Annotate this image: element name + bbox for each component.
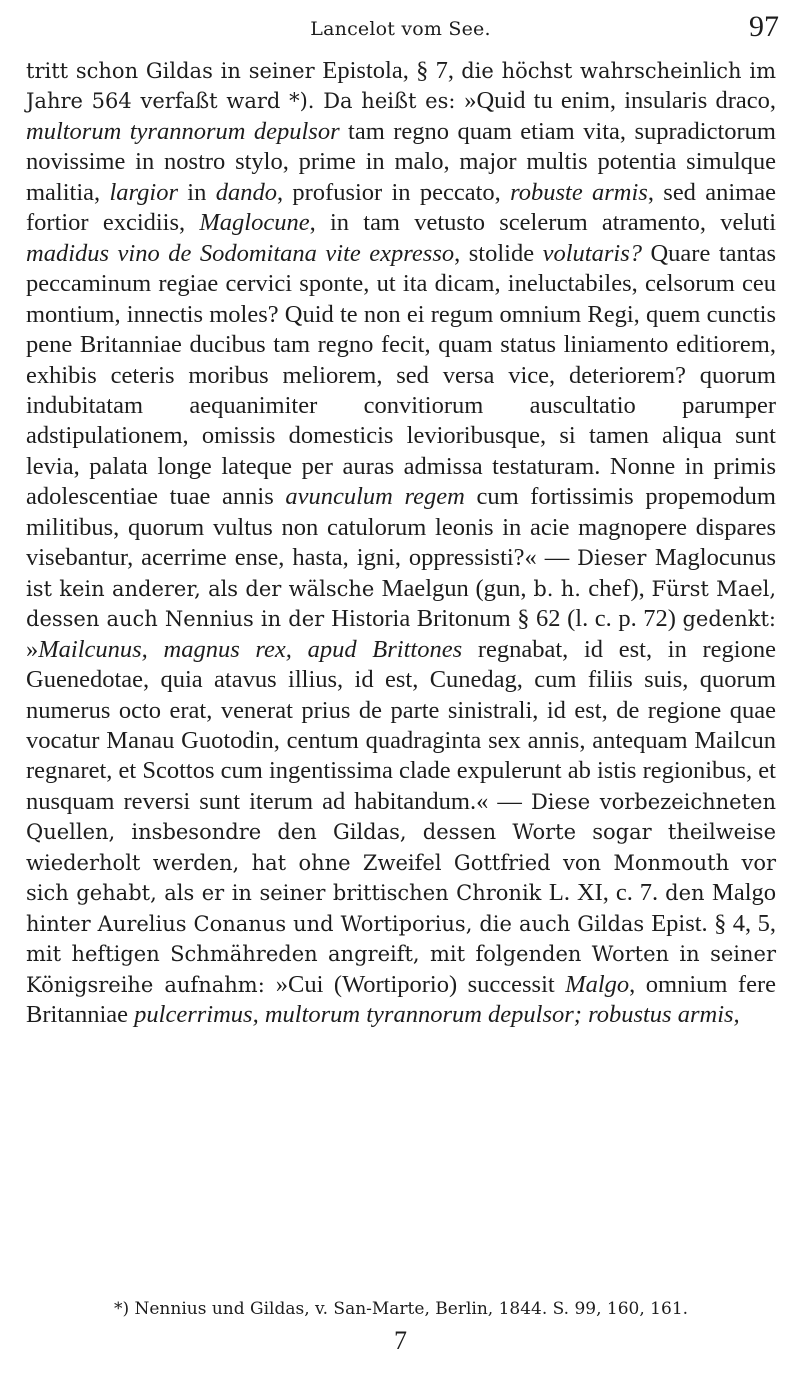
text-segment: Dieser xyxy=(577,546,655,571)
text-segment: Quare tantas peccaminum regiae cervici sponte, ut ita dicam, ineluctabiles, celsorum ceu montium, innectis moles? Quid te non ei regum omnium Regi, quem cunctis pene Britanniae ducibus tam regno fecit, quam status liniamento editiorem, exhibis ceteris moribus meliorem, sed versa vice, deteriorem? quorum indubitatam aequanimiter convitiorum auscultatio parumper adstipulationem, omissis domesticis levioribusque, si tamen aliqua sunt levia, palata longe lateque per auras admissa testaturam. Nonne in primis adolescentiae tuae annis xyxy=(26,239,776,511)
text-segment: Mailcunus, magnus rex, apud Brittones xyxy=(38,635,463,663)
text-segment: cum fortissimis propemodum militibus, quorum vultus non catulorum leonis in acie magnopere dispares visebantur, acerrime ense, hasta, igni, oppressisti?« — xyxy=(26,483,776,572)
text-segment: Epist. § 4, 5, xyxy=(651,909,776,937)
text-segment: Diese vorbezeichneten Quellen, insbesondre den Gildas, dessen Worte sogar theilweise wiederholt werden, hat ohne Zweifel Gottfried von Monmouth vor sich gehabt, als er in seiner brittischen Chronik xyxy=(26,789,776,906)
text-segment: avunculum regem xyxy=(285,483,465,511)
text-segment: »Cui (Wortiporio) successit xyxy=(275,970,566,998)
text-segment: dando xyxy=(215,178,277,206)
footnote: *) Nennius und Gildas, v. San-Marte, Berlin, 1844. S. 99, 160, 161. xyxy=(113,1299,689,1319)
text-segment: den xyxy=(665,881,713,906)
body-paragraph xyxy=(26,56,776,1031)
text-segment: Epistola, § 7, xyxy=(322,57,462,84)
text-segment: regnabat, id est, in regione Guenedotae, quia atavus illius, id est, Cunedag, cum filiis suis, quorum numerus octo erat, venerat prius de parte sinistrali, id est, de regione quae vocatur Manau Guotodin, centum quadraginta sex annis, antequam Mailcun regnaret, et Scottos cum ingentissima clade expulerunt ab istis regionibus, et nusquam reversi sunt iterum ad habitandum.« — xyxy=(26,635,776,815)
text-segment: tritt schon Gildas in seiner xyxy=(26,59,323,83)
text-segment: gedenkt: xyxy=(682,607,776,632)
text-segment: , sed animae fortior excidiis, xyxy=(26,178,776,237)
text-segment: pulcerrimus, multorum tyrannorum depulsor; robustus armis, xyxy=(134,1001,740,1029)
text-segment: multorum tyrannorum depulsor xyxy=(26,117,340,145)
text-segment: » xyxy=(26,635,39,663)
text-segment: hinter Aurelius Conanus und Wortiporius, die auch Gildas xyxy=(26,911,652,936)
text-segment: Malgo xyxy=(712,879,776,907)
text-segment: largior xyxy=(109,178,178,206)
text-segment: madidus vino de Sodomitana vite expresso xyxy=(26,239,455,267)
text-segment: Fürst Mael, dessen auch Nennius in der xyxy=(26,576,777,632)
text-segment: , stolide xyxy=(454,239,543,267)
text-segment: tam regno quam etiam vita, supradictorum novissime in nostro stylo, prime in malo, major multis potentia simulque malitia, xyxy=(26,117,776,206)
text-segment: L. XI, c. 7. xyxy=(548,879,666,907)
text-segment: , in tam vetusto scelerum atramento, veluti xyxy=(309,209,776,237)
text-segment: b. h. xyxy=(533,576,589,601)
text-segment: Malgo xyxy=(565,970,630,998)
text-segment: , omnium fere Britanniae xyxy=(26,970,776,1029)
text-segment: Maglocune xyxy=(199,209,310,237)
running-head: Lancelot vom See. xyxy=(310,18,491,40)
page-header xyxy=(0,10,801,50)
text-segment: Maglocunus xyxy=(654,544,776,572)
text-segment: , profusior in peccato, xyxy=(276,178,511,206)
text-segment: die höchst wahrscheinlich im Jahre 564 verfaßt ward *). Da heißt es: xyxy=(26,59,776,114)
text-segment: mit heftigen Schmähreden angreift, mit folgenden Worten in seiner Königsreihe aufnahm: xyxy=(26,942,776,997)
signature-mark: 7 xyxy=(394,1326,407,1355)
page-number: 97 xyxy=(749,10,779,43)
text-segment: »Quid tu enim, insularis draco, xyxy=(464,87,776,115)
text-segment: Historia Britonum § 62 (l. c. p. 72) xyxy=(331,605,683,633)
main-text xyxy=(26,56,776,1031)
text-segment: in xyxy=(178,178,216,206)
text-segment: ist kein anderer, als der wälsche xyxy=(26,576,382,601)
text-segment: chef), xyxy=(588,574,652,602)
text-segment: robuste armis xyxy=(510,178,648,206)
text-segment: Maelgun (gun, xyxy=(381,574,534,602)
text-segment: volutaris? xyxy=(542,239,642,267)
